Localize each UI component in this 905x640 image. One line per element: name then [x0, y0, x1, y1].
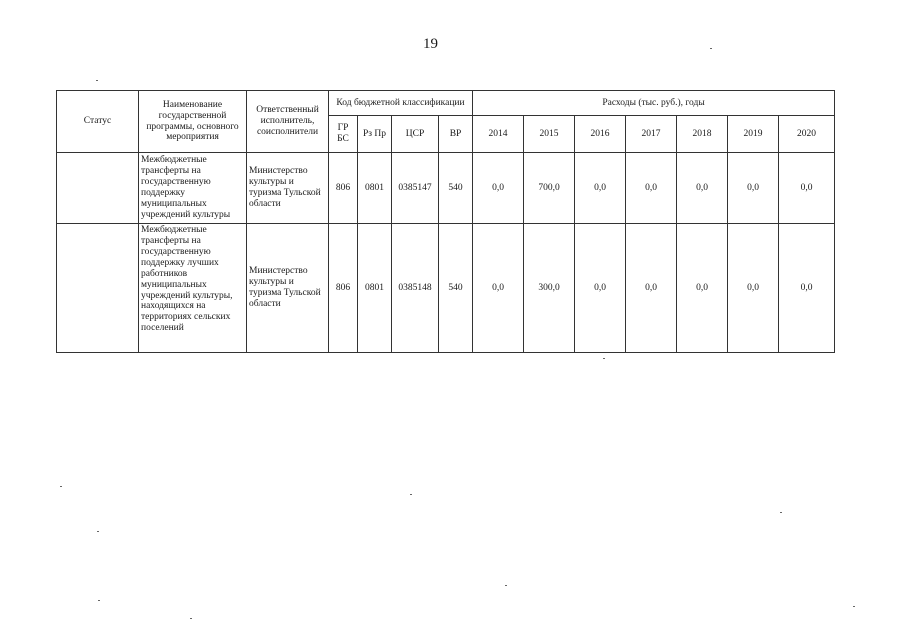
header-csr: ЦСР	[392, 116, 439, 153]
table-row	[57, 224, 835, 353]
value-cell: 0,0	[575, 153, 626, 224]
scan-speck	[98, 600, 100, 601]
scan-speck	[190, 618, 192, 619]
scan-speck	[780, 512, 782, 513]
header-status: Статус	[57, 91, 139, 153]
executor-cell: Министерство культуры и туризма Тульской области	[247, 153, 329, 224]
value-cell: 700,0	[524, 153, 575, 224]
budget-table	[56, 90, 835, 353]
header-executor: Ответственный исполнитель, соисполнители	[247, 91, 329, 153]
rzpr-cell: 0801	[358, 153, 392, 224]
csr-cell: 0385147	[392, 153, 439, 224]
value-cell: 0,0	[575, 224, 626, 353]
value-cell: 0,0	[626, 153, 677, 224]
program-name-cell: Межбюджетные трансферты на государственную поддержку муниципальных учреждений культуры	[139, 153, 247, 224]
header-year: 2020	[779, 116, 835, 153]
header-grbs: ГР БС	[329, 116, 358, 153]
header-row-1	[57, 91, 835, 116]
value-cell: 0,0	[473, 224, 524, 353]
scan-speck	[96, 80, 98, 81]
csr-cell: 0385148	[392, 224, 439, 353]
value-cell: 300,0	[524, 224, 575, 353]
scan-speck	[505, 585, 507, 586]
header-year: 2015	[524, 116, 575, 153]
header-expenses: Расходы (тыс. руб.), годы	[473, 91, 835, 116]
grbs-cell: 806	[329, 153, 358, 224]
vr-cell: 540	[439, 224, 473, 353]
vr-cell: 540	[439, 153, 473, 224]
value-cell: 0,0	[728, 153, 779, 224]
page-number: 19	[423, 36, 438, 52]
scan-speck	[410, 494, 412, 495]
value-cell: 0,0	[779, 224, 835, 353]
table-row	[57, 153, 835, 224]
header-year: 2016	[575, 116, 626, 153]
scan-speck	[710, 48, 712, 49]
value-cell: 0,0	[626, 224, 677, 353]
header-year: 2014	[473, 116, 524, 153]
value-cell: 0,0	[728, 224, 779, 353]
value-cell: 0,0	[677, 153, 728, 224]
rzpr-cell: 0801	[358, 224, 392, 353]
scan-speck	[97, 531, 99, 532]
header-vr: ВР	[439, 116, 473, 153]
scan-speck	[60, 486, 62, 487]
header-rzpr: Рз Пр	[358, 116, 392, 153]
scan-speck	[603, 358, 605, 359]
status-cell	[57, 224, 139, 353]
header-year: 2017	[626, 116, 677, 153]
grbs-cell: 806	[329, 224, 358, 353]
value-cell: 0,0	[779, 153, 835, 224]
status-cell	[57, 153, 139, 224]
header-program-name: Наименование государственной программы, основного мероприятия	[139, 91, 247, 153]
program-name-cell: Межбюджетные трансферты на государственную поддержку лучших работников муниципальных учреждений культуры, находящихся на территориях сельских поселений	[139, 224, 247, 353]
scan-speck	[853, 606, 855, 607]
value-cell: 0,0	[677, 224, 728, 353]
header-budget-code: Код бюджетной классификации	[329, 91, 473, 116]
executor-cell: Министерство культуры и туризма Тульской области	[247, 224, 329, 353]
header-year: 2018	[677, 116, 728, 153]
value-cell: 0,0	[473, 153, 524, 224]
header-year: 2019	[728, 116, 779, 153]
